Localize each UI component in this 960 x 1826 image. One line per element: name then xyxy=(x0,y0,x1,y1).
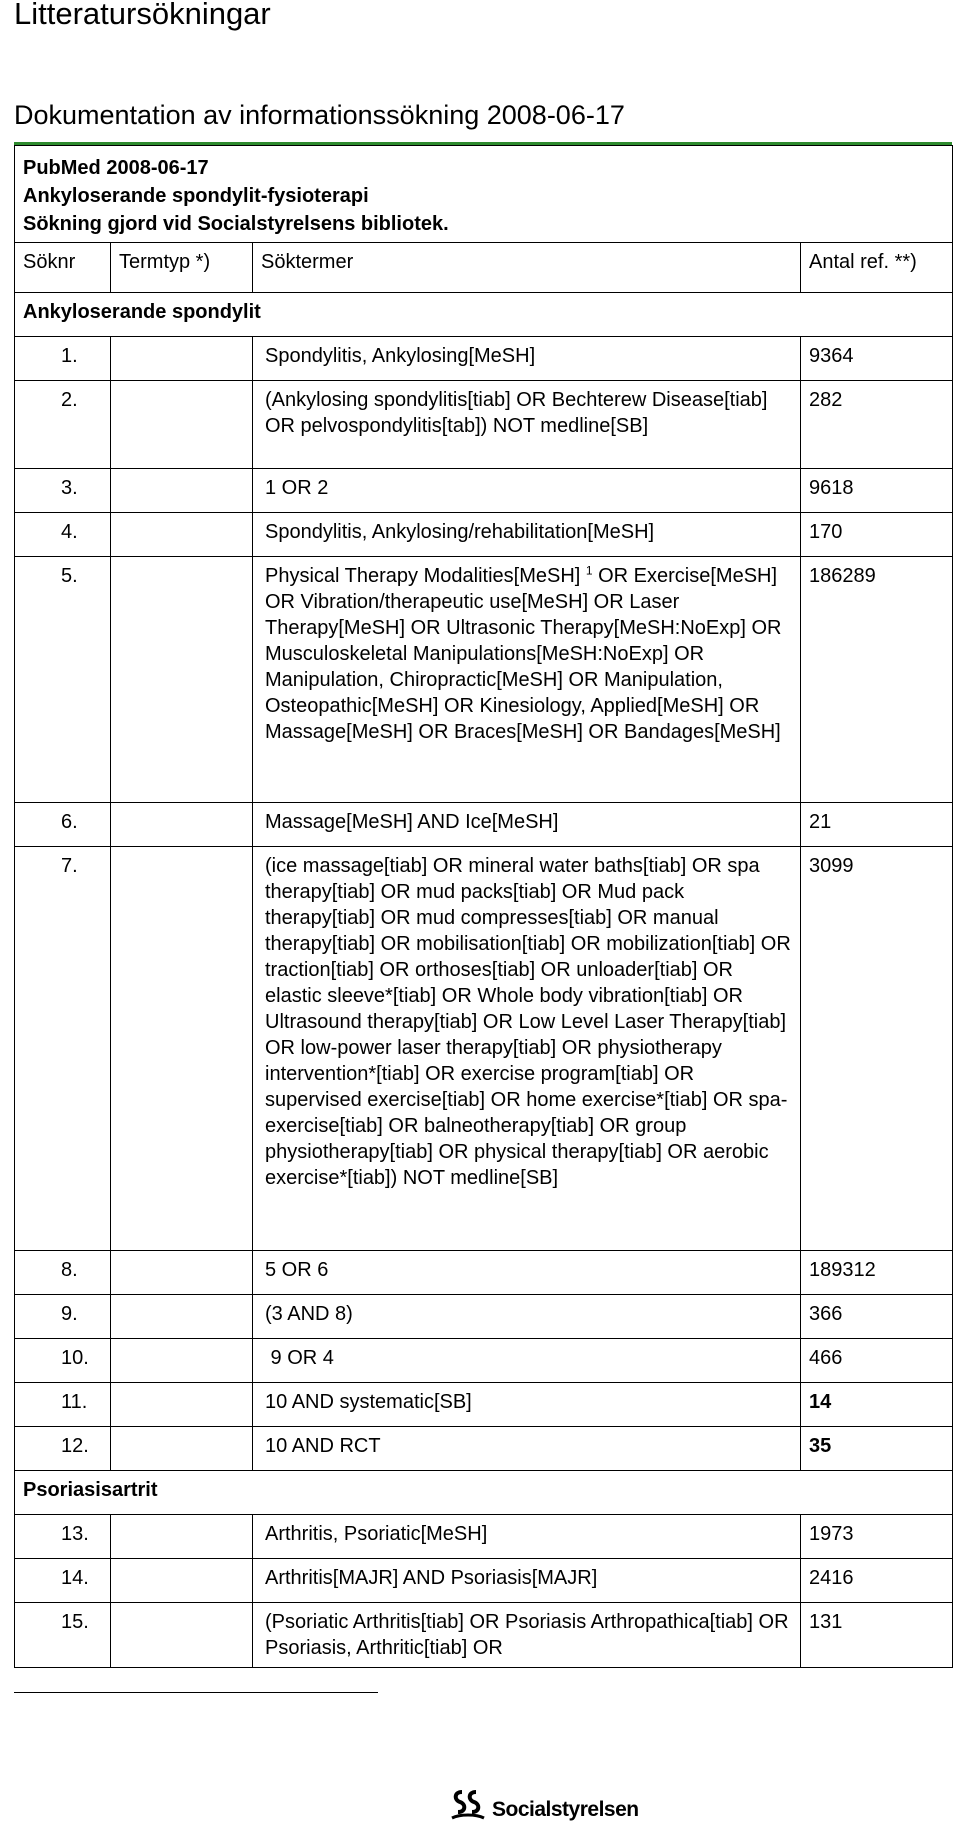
table-row xyxy=(15,337,953,381)
group-row xyxy=(15,293,953,337)
header-type: Termtyp *) xyxy=(111,243,253,293)
group-label-ankylosing: Ankyloserande spondylit xyxy=(15,293,953,337)
row-terms: 10 AND RCT xyxy=(253,1427,801,1471)
row-terms: Spondylitis, Ankylosing[MeSH] xyxy=(253,337,801,381)
header-row xyxy=(15,243,953,293)
table-row xyxy=(15,847,953,1251)
row-refs: 189312 xyxy=(801,1251,953,1295)
row-type xyxy=(111,1515,253,1559)
row-type xyxy=(111,847,253,1251)
row-nr: 4. xyxy=(15,513,111,557)
row-nr: 13. xyxy=(15,1515,111,1559)
row-terms-part-b: OR Exercise[MeSH] OR Vibration/therapeutic use[MeSH] OR Laser Therapy[MeSH] OR Ultrasonic Therapy[MeSH:NoExp] OR Musculoskeletal Manipulations[MeSH:NoExp] OR Manipulation, Chiropractic[MeSH] OR Manipulation, Osteopathic[MeSH] OR Kinesiology, Applied[MeSH] OR Massage[MeSH] OR Braces[MeSH] OR Bandages[MeSH] xyxy=(265,565,782,743)
row-nr: 6. xyxy=(15,803,111,847)
search-info-row xyxy=(15,146,953,243)
row-type xyxy=(111,1559,253,1603)
table-row xyxy=(15,1515,953,1559)
row-terms: Massage[MeSH] AND Ice[MeSH] xyxy=(253,803,801,847)
group-label-psoriatic: Psoriasisartrit xyxy=(15,1471,953,1515)
row-terms xyxy=(253,557,801,803)
header-terms: Söktermer xyxy=(253,243,801,293)
row-type xyxy=(111,1251,253,1295)
row-nr: 8. xyxy=(15,1251,111,1295)
row-type xyxy=(111,337,253,381)
row-nr: 15. xyxy=(15,1603,111,1668)
row-type xyxy=(111,1339,253,1383)
footnote-marker: 1 xyxy=(585,563,593,578)
row-nr: 14. xyxy=(15,1559,111,1603)
row-refs: 282 xyxy=(801,381,953,469)
row-refs: 1973 xyxy=(801,1515,953,1559)
row-type xyxy=(111,513,253,557)
row-nr: 2. xyxy=(15,381,111,469)
table-row xyxy=(15,1559,953,1603)
header-refs: Antal ref. **) xyxy=(801,243,953,293)
search-documentation-table xyxy=(14,145,953,1668)
row-terms: (ice massage[tiab] OR mineral water baths[tiab] OR spa therapy[tiab] OR mud packs[tiab] OR Mud pack therapy[tiab] OR mud compresses[tiab] OR manual therapy[tiab] OR mobilisation[tiab] OR mobilization[tiab] OR traction[tiab] OR orthoses[tiab] OR unloader[tiab] OR elastic sleeve*[tiab] OR Whole body vibration[tiab] OR Ultrasound therapy[tiab] OR Low Level Laser Therapy[tiab] OR low-power laser therapy[tiab] OR physiotherapy intervention*[tiab] OR exercise program[tiab] OR supervised exercise[tiab] OR home exercise*[tiab] OR spa-exercise[tiab] OR balneotherapy[tiab] OR group physiotherapy[tiab] OR physical therapy[tiab] OR aerobic exercise*[tiab]) NOT medline[SB] xyxy=(253,847,801,1251)
row-terms: (Ankylosing spondylitis[tiab] OR Bechterew Disease[tiab] OR pelvospondylitis[tab]) NOT medline[SB] xyxy=(253,381,801,469)
row-refs: 35 xyxy=(801,1427,953,1471)
row-refs: 3099 xyxy=(801,847,953,1251)
table-row xyxy=(15,1603,953,1668)
row-terms-part-a: Physical Therapy Modalities[MeSH] xyxy=(265,565,586,587)
row-terms: Arthritis, Psoriatic[MeSH] xyxy=(253,1515,801,1559)
info-topic: Ankyloserande spondylit-fysioterapi xyxy=(23,185,369,207)
row-type xyxy=(111,469,253,513)
row-nr: 1. xyxy=(15,337,111,381)
socialstyrelsen-logo xyxy=(448,1788,639,1822)
row-nr: 12. xyxy=(15,1427,111,1471)
row-type xyxy=(111,1295,253,1339)
row-nr: 11. xyxy=(15,1383,111,1427)
info-database-date: PubMed 2008-06-17 xyxy=(23,157,209,179)
row-refs: 466 xyxy=(801,1339,953,1383)
row-type xyxy=(111,1603,253,1668)
header-nr: Söknr xyxy=(15,243,111,293)
table-row xyxy=(15,1427,953,1471)
row-type xyxy=(111,557,253,803)
row-terms: 10 AND systematic[SB] xyxy=(253,1383,801,1427)
row-refs: 21 xyxy=(801,803,953,847)
row-terms: 5 OR 6 xyxy=(253,1251,801,1295)
row-nr: 5. xyxy=(15,557,111,803)
row-refs: 9618 xyxy=(801,469,953,513)
row-refs: 9364 xyxy=(801,337,953,381)
page-title: Litteratursökningar xyxy=(14,0,271,31)
row-terms: (Psoriatic Arthritis[tiab] OR Psoriasis Arthropathica[tiab] OR Psoriasis, Arthritic[tiab] OR xyxy=(253,1603,801,1668)
row-terms: Arthritis[MAJR] AND Psoriasis[MAJR] xyxy=(253,1559,801,1603)
row-terms: 9 OR 4 xyxy=(253,1339,801,1383)
table-row xyxy=(15,469,953,513)
row-nr: 3. xyxy=(15,469,111,513)
row-refs: 366 xyxy=(801,1295,953,1339)
table-row xyxy=(15,1251,953,1295)
table-row xyxy=(15,1339,953,1383)
table-row xyxy=(15,557,953,803)
row-nr: 7. xyxy=(15,847,111,1251)
row-nr: 9. xyxy=(15,1295,111,1339)
logo-wordmark: Socialstyrelsen xyxy=(492,1798,639,1821)
search-info-cell xyxy=(15,146,953,243)
row-refs: 131 xyxy=(801,1603,953,1668)
table-row xyxy=(15,381,953,469)
info-library: Sökning gjord vid Socialstyrelsens bibliotek. xyxy=(23,213,449,235)
table-row xyxy=(15,1295,953,1339)
row-refs: 186289 xyxy=(801,557,953,803)
footnote-separator xyxy=(14,1692,378,1693)
row-refs: 2416 xyxy=(801,1559,953,1603)
row-nr: 10. xyxy=(15,1339,111,1383)
group-row xyxy=(15,1471,953,1515)
row-terms: (3 AND 8) xyxy=(253,1295,801,1339)
row-refs: 14 xyxy=(801,1383,953,1427)
row-refs: 170 xyxy=(801,513,953,557)
row-type xyxy=(111,803,253,847)
socialstyrelsen-logo-icon xyxy=(448,1786,488,1822)
row-terms: 1 OR 2 xyxy=(253,469,801,513)
row-type xyxy=(111,381,253,469)
row-terms: Spondylitis, Ankylosing/rehabilitation[MeSH] xyxy=(253,513,801,557)
table-row xyxy=(15,513,953,557)
table-row xyxy=(15,1383,953,1427)
table-row xyxy=(15,803,953,847)
section-title: Dokumentation av informationssökning 2008-06-17 xyxy=(14,100,625,130)
row-type xyxy=(111,1383,253,1427)
row-type xyxy=(111,1427,253,1471)
